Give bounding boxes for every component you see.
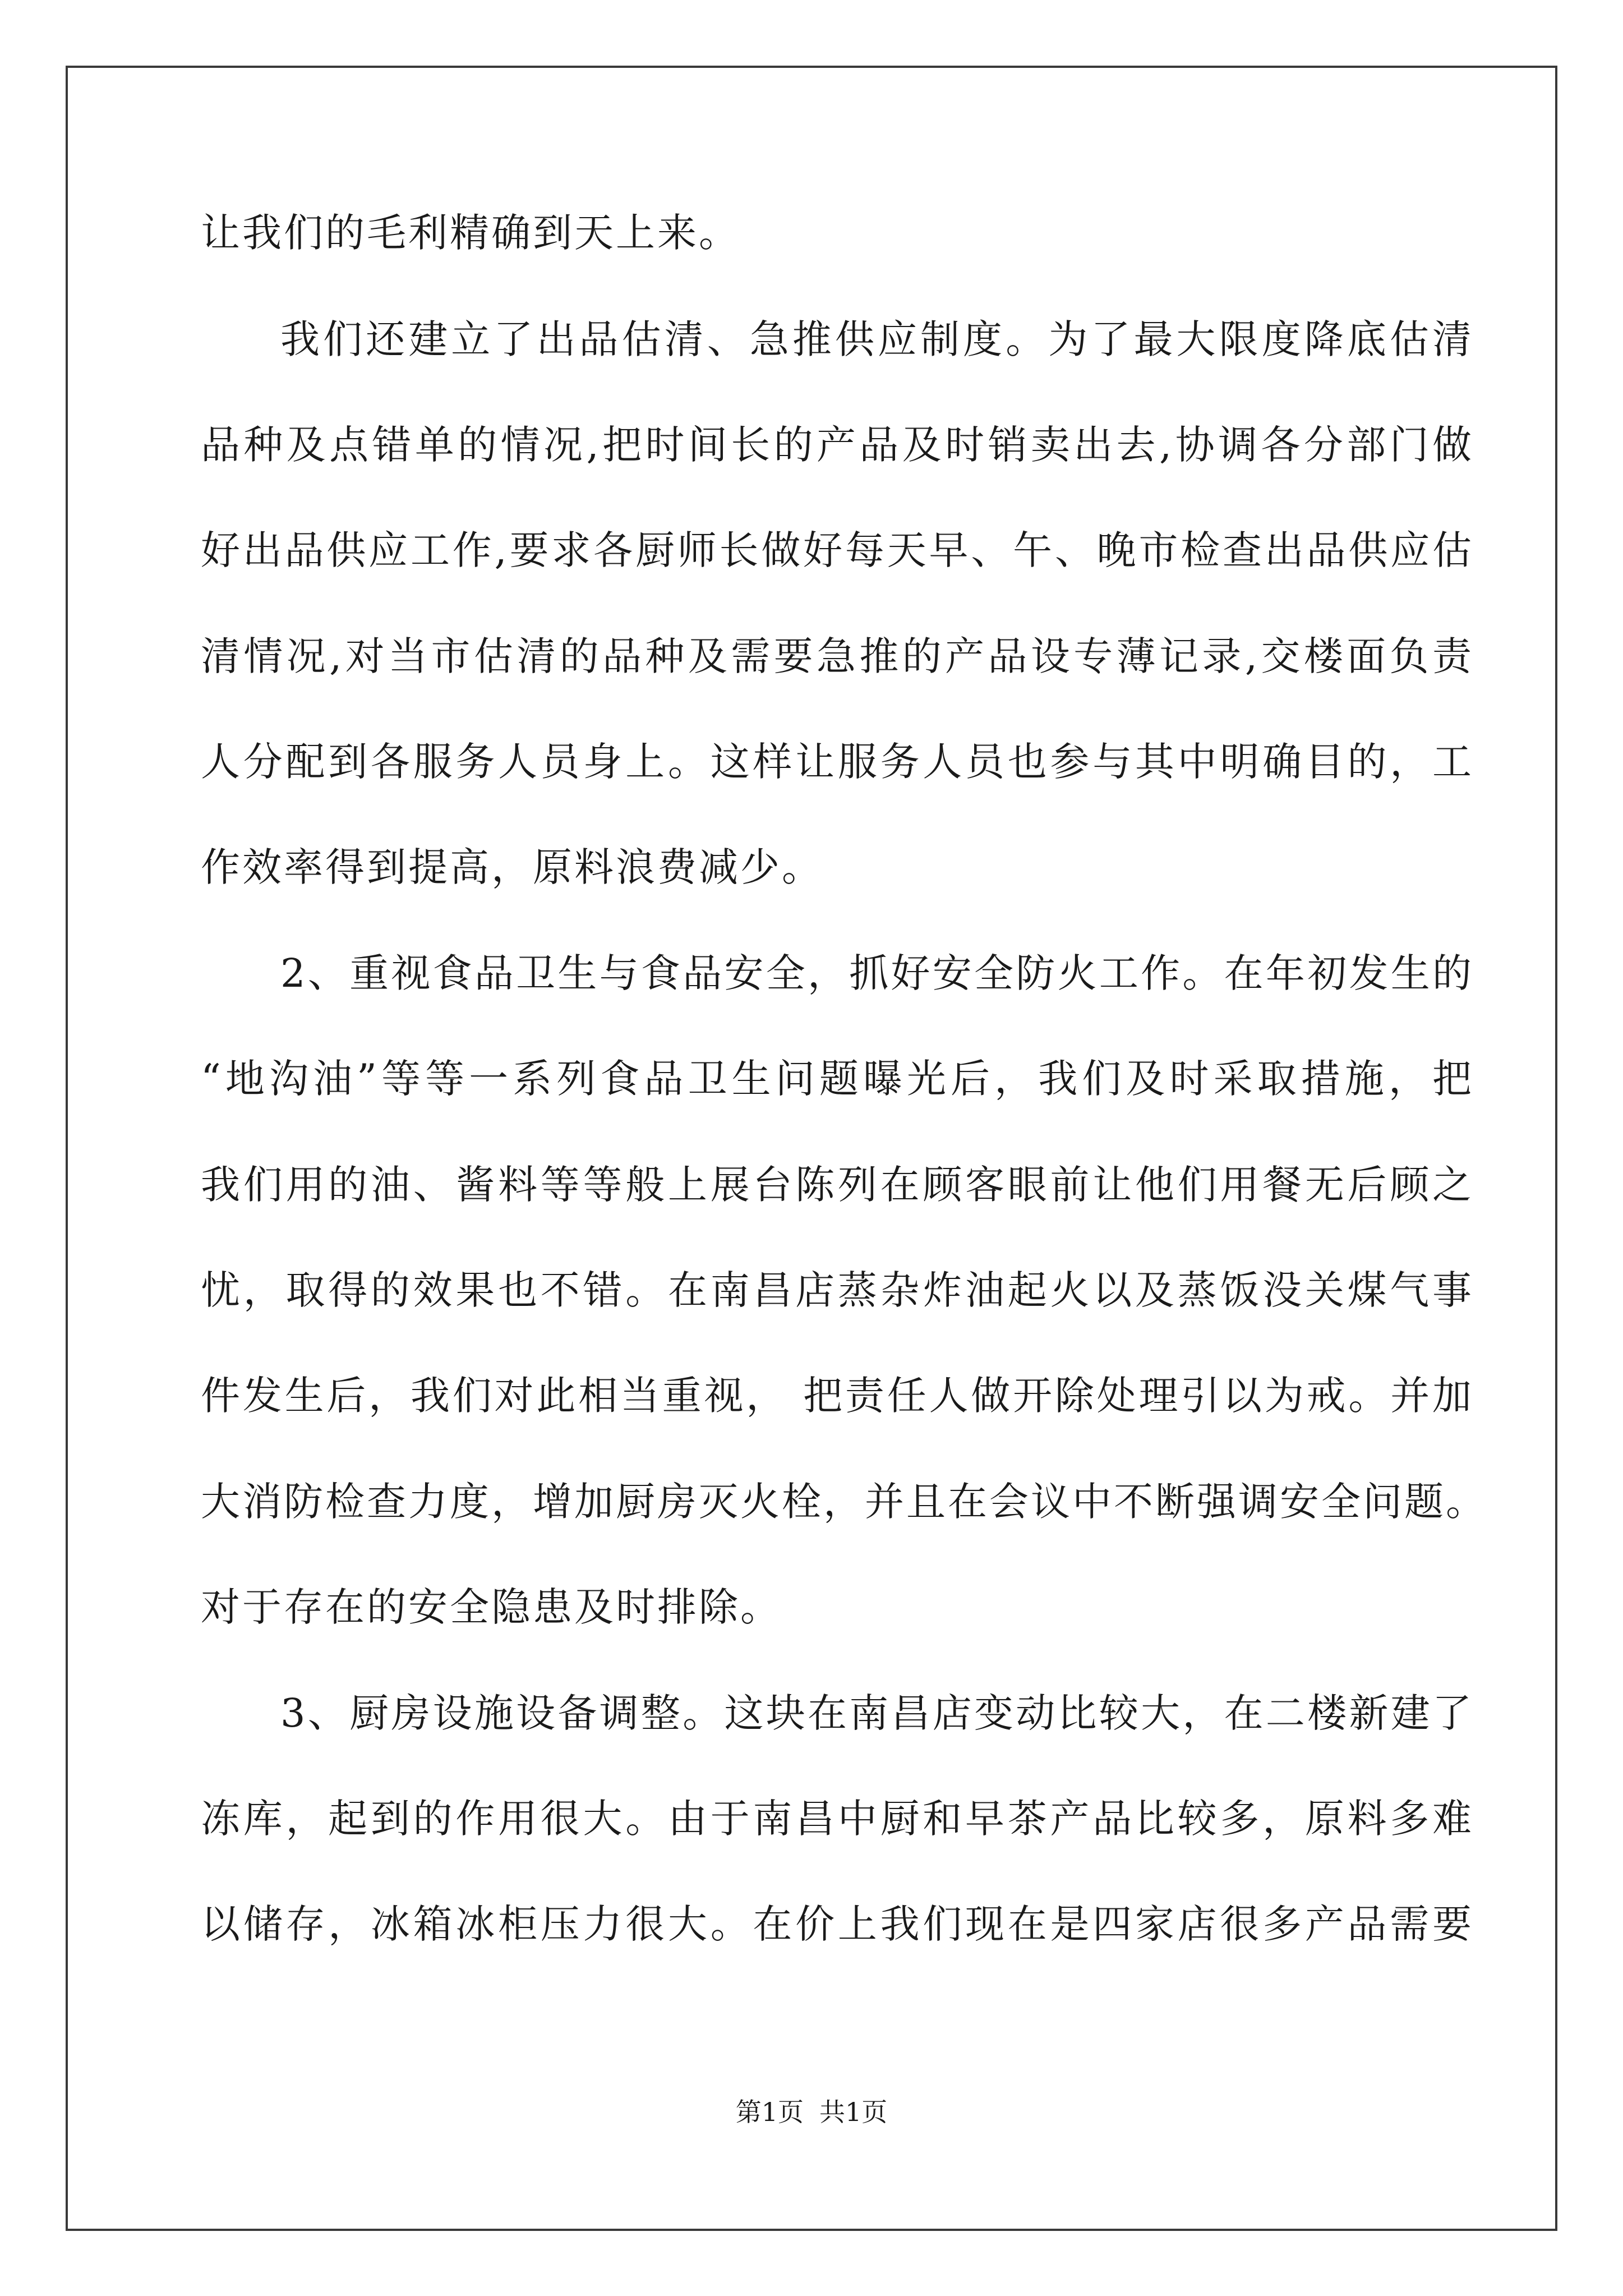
text-line: 人分配到各服务人员身上。这样让服务人员也参与其中明确目的，工 (201, 739, 1474, 785)
text-line: 清情况,对当市估清的品种及需要急推的产品设专薄记录,交楼面负责 (201, 633, 1474, 679)
page-footer (0, 2095, 1623, 2129)
text-line: 我们用的油、酱料等等般上展台陈列在顾客眼前让他们用餐无后顾之 (201, 1162, 1474, 1208)
text-line: 好出品供应工作,要求各厨师长做好每天早、午、晚市检查出品供应估 (201, 527, 1474, 573)
page-total: 共1页 (819, 2097, 888, 2127)
text-line: 件发生后，我们对此相当重视， 把责任人做开除处理引以为戒。并加 (201, 1373, 1474, 1419)
text-line: 3、厨房设施设备调整。这块在南昌店变动比较大，在二楼新建了 (280, 1690, 1474, 1736)
text-line: 大消防检查力度，增加厨房灭火栓，并且在会议中不断强调安全问题。 (201, 1479, 1487, 1525)
text-line: 2、重视食品卫生与食品安全，抓好安全防火工作。在年初发生的 (280, 950, 1474, 996)
text-line: 品种及点错单的情况,把时间长的产品及时销卖出去,协调各分部门做 (201, 422, 1474, 468)
text-line: 对于存在的安全隐患及时排除。 (201, 1584, 782, 1630)
text-line: 以储存，冰箱冰柜压力很大。在价上我们现在是四家店很多产品需要 (201, 1901, 1474, 1947)
text-line: 让我们的毛利精确到天上来。 (201, 210, 740, 256)
text-line: 冻库，起到的作用很大。由于南昌中厨和早茶产品比较多，原料多难 (201, 1796, 1474, 1842)
page-number: 第1页 (735, 2097, 804, 2127)
text-line: 我们还建立了出品估清、急推供应制度。为了最大限度降底估清 (280, 316, 1474, 362)
text-line: 忧，取得的效果也不错。在南昌店蒸杂炸油起火以及蒸饭没关煤气事 (201, 1267, 1474, 1313)
text-line: 作效率得到提高，原料浪费减少。 (201, 844, 823, 890)
text-line: “地沟油”等等一系列食品卫生问题曝光后，我们及时采取措施，把 (201, 1056, 1474, 1102)
